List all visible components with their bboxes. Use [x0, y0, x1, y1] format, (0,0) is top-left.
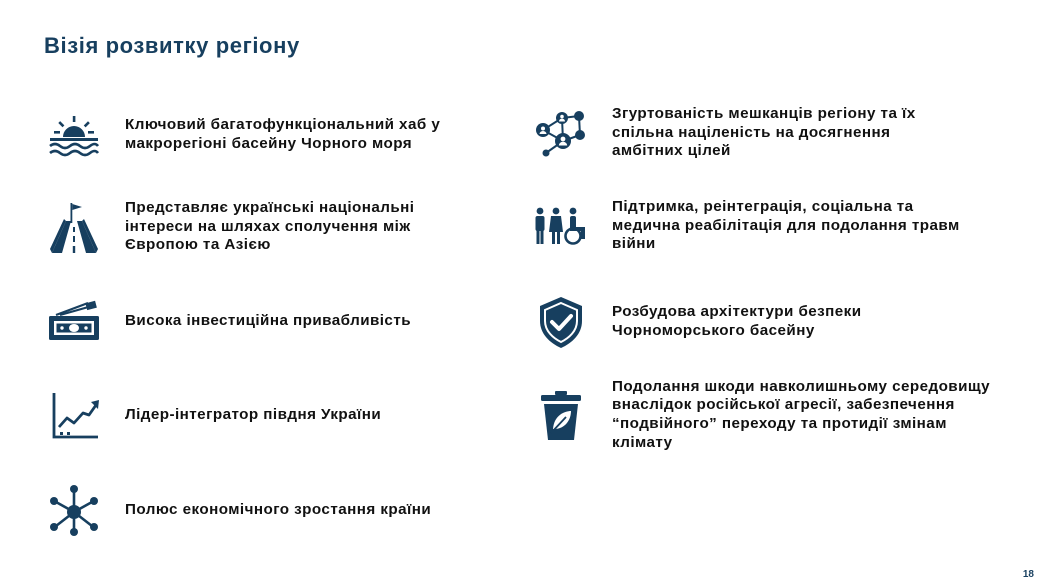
- vision-item-security: [532, 291, 982, 353]
- vision-item-investment: [45, 292, 465, 350]
- vision-item-label: Лідер-інтегратор півдня України: [125, 405, 382, 423]
- vision-item-label: Підтримка, реінтеграція, соціальна та медична реабілітація для подолання травм війни: [612, 198, 960, 253]
- network-hub-icon: [45, 481, 103, 539]
- sunrise-over-sea-icon: [45, 106, 103, 164]
- people-wheelchair-icon: [532, 197, 590, 255]
- vision-item-label: Полюс економічного зростання країни: [125, 500, 432, 518]
- vision-item-rehabilitation: [532, 195, 982, 257]
- vision-item-national-interests: [45, 196, 465, 258]
- vision-item-label: Висока інвестиційна привабливість: [125, 311, 412, 329]
- page-number: 18: [1022, 569, 1034, 580]
- vision-item-integrator: [45, 386, 465, 444]
- shield-check-icon: [532, 293, 590, 351]
- slide-title: Візія розвитку регіону: [44, 33, 300, 58]
- eco-bin-leaf-icon: [532, 386, 590, 444]
- vision-item-label: Згуртованість мешканців регіону та їх спільна націленість на досягнення амбітних цілей: [612, 105, 916, 160]
- vision-item-growth-pole: [45, 481, 485, 539]
- vision-item-cohesion: [532, 102, 982, 164]
- vision-item-label: Розбудова архітектури безпеки Чорноморського басейну: [612, 303, 862, 339]
- vision-item-label: Подолання шкоди навколишньому середовищу внаслідок російської агресії, забезпечення “подвійного” переходу та протидії змінам клімату: [612, 377, 991, 451]
- vision-item-hub: [45, 105, 465, 165]
- growth-chart-icon: [45, 386, 103, 444]
- vision-item-label: Представляє українські національні інтереси на шляхах сполучення між Європою та Азією: [125, 199, 415, 254]
- vision-item-environment: [532, 377, 1012, 453]
- road-with-flag-icon: [45, 198, 103, 256]
- people-network-icon: [532, 104, 590, 162]
- vision-item-label: Ключовий багатофункціональний хаб у макрорегіоні басейну Чорного моря: [125, 116, 441, 152]
- banknote-icon: [45, 292, 103, 350]
